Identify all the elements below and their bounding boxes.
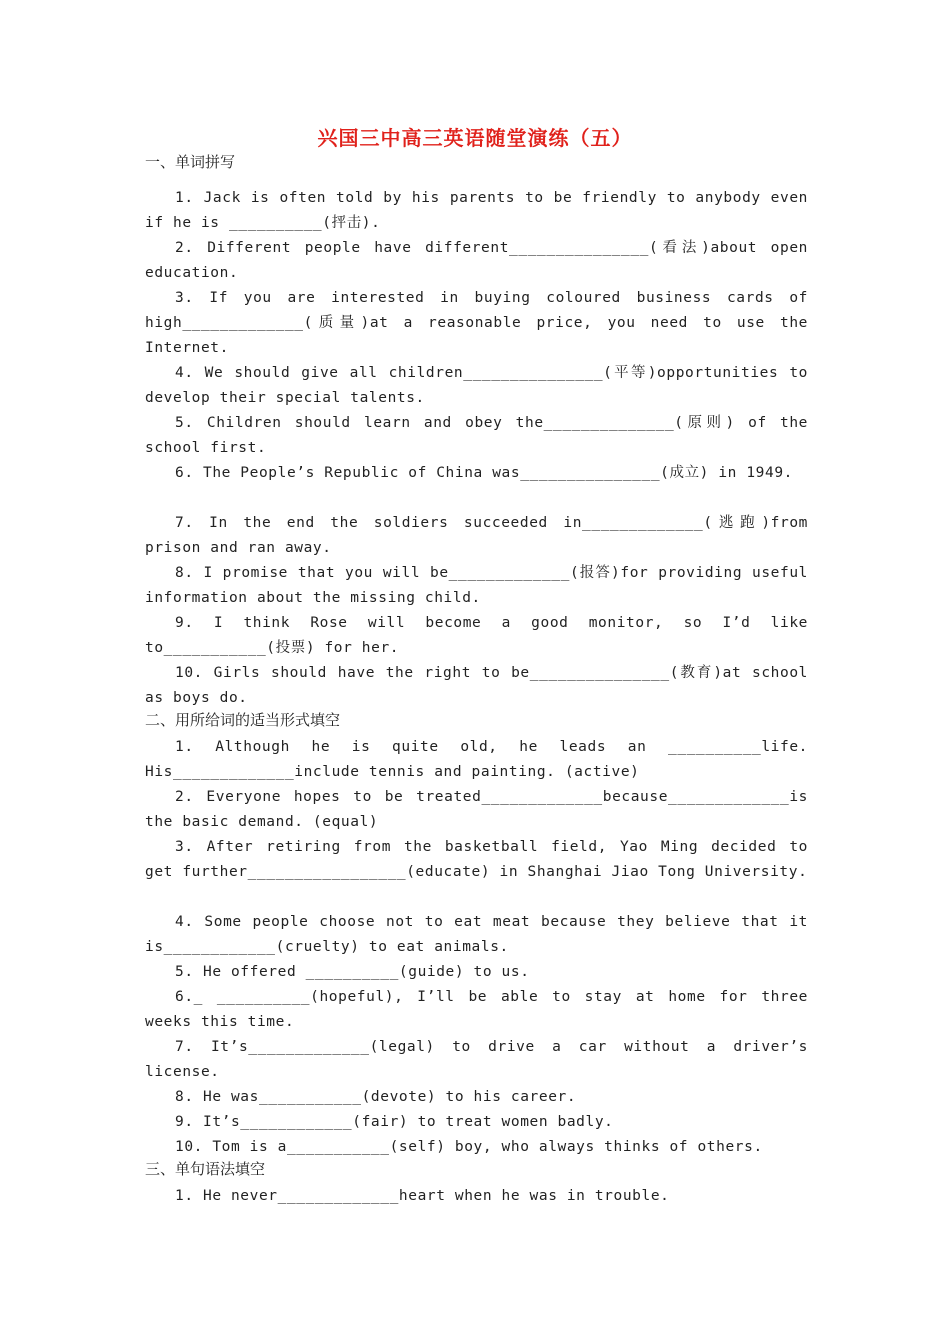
question-2-8: 8. He was___________(devote) to his career. (175, 1089, 577, 1105)
question-1-3: 3. If you are interested in buying coloured business cards of high_____________(质量)at a reasonable price, you need to use the Internet. (145, 290, 808, 356)
question-1-5: 5. Children should learn and obey the______________(原则) of the school first. (145, 415, 808, 456)
question-2-2: 2. Everyone hopes to be treated_____________because_____________is the basic demand. (equal) (145, 789, 808, 830)
question-1-6: 6. The People’s Republic of China was_______________(成立) in 1949. (175, 465, 793, 481)
question-3-1: 1. He never_____________heart when he was in trouble. (175, 1188, 670, 1204)
question-1-8: 8. I promise that you will be_____________(报答)for providing useful information about the missing child. (145, 565, 808, 606)
question-1-2: 2. Different people have different_______________(看法)about open education. (145, 240, 808, 281)
question-2-5: 5. He offered __________(guide) to us. (175, 964, 530, 980)
question-1-1: 1. Jack is often told by his parents to be friendly to anybody even if he is __________(抨击). (145, 190, 808, 231)
question-2-4: 4. Some people choose not to eat meat because they believe that it is____________(cruelty) to eat animals. (145, 914, 808, 955)
question-2-9: 9. It’s____________(fair) to treat women badly. (175, 1114, 614, 1130)
question-1-9: 9. I think Rose will become a good monitor, so I’d like to___________(投票) for her. (145, 615, 808, 656)
question-1-10: 10. Girls should have the right to be_______________(教育)at school as boys do. (145, 665, 808, 706)
section-heading-3: 三、单句语法填空 (145, 1160, 266, 1178)
question-2-6: 6._ __________(hopeful), I’ll be able to stay at home for three weeks this time. (145, 989, 808, 1030)
question-2-3: 3. After retiring from the basketball field, Yao Ming decided to get further_________________(educate) in Shanghai Jiao Tong University. (145, 839, 808, 880)
question-1-4: 4. We should give all children_______________(平等)opportunities to develop their special talents. (145, 365, 808, 406)
section-heading-1: 一、单词拼写 (145, 153, 236, 171)
question-1-7: 7. In the end the soldiers succeeded in_____________(逃跑)from prison and ran away. (145, 515, 808, 556)
question-2-10: 10. Tom is a___________(self) boy, who always thinks of others. (175, 1139, 763, 1155)
section-heading-2: 二、用所给词的适当形式填空 (145, 711, 341, 729)
question-2-1: 1. Although he is quite old, he leads an __________life. His_____________include tennis and painting. (active) (145, 739, 808, 780)
document-title: 兴国三中高三英语随堂演练（五） (317, 126, 633, 150)
question-2-7: 7. It’s_____________(legal) to drive a car without a driver’s license. (145, 1039, 808, 1080)
